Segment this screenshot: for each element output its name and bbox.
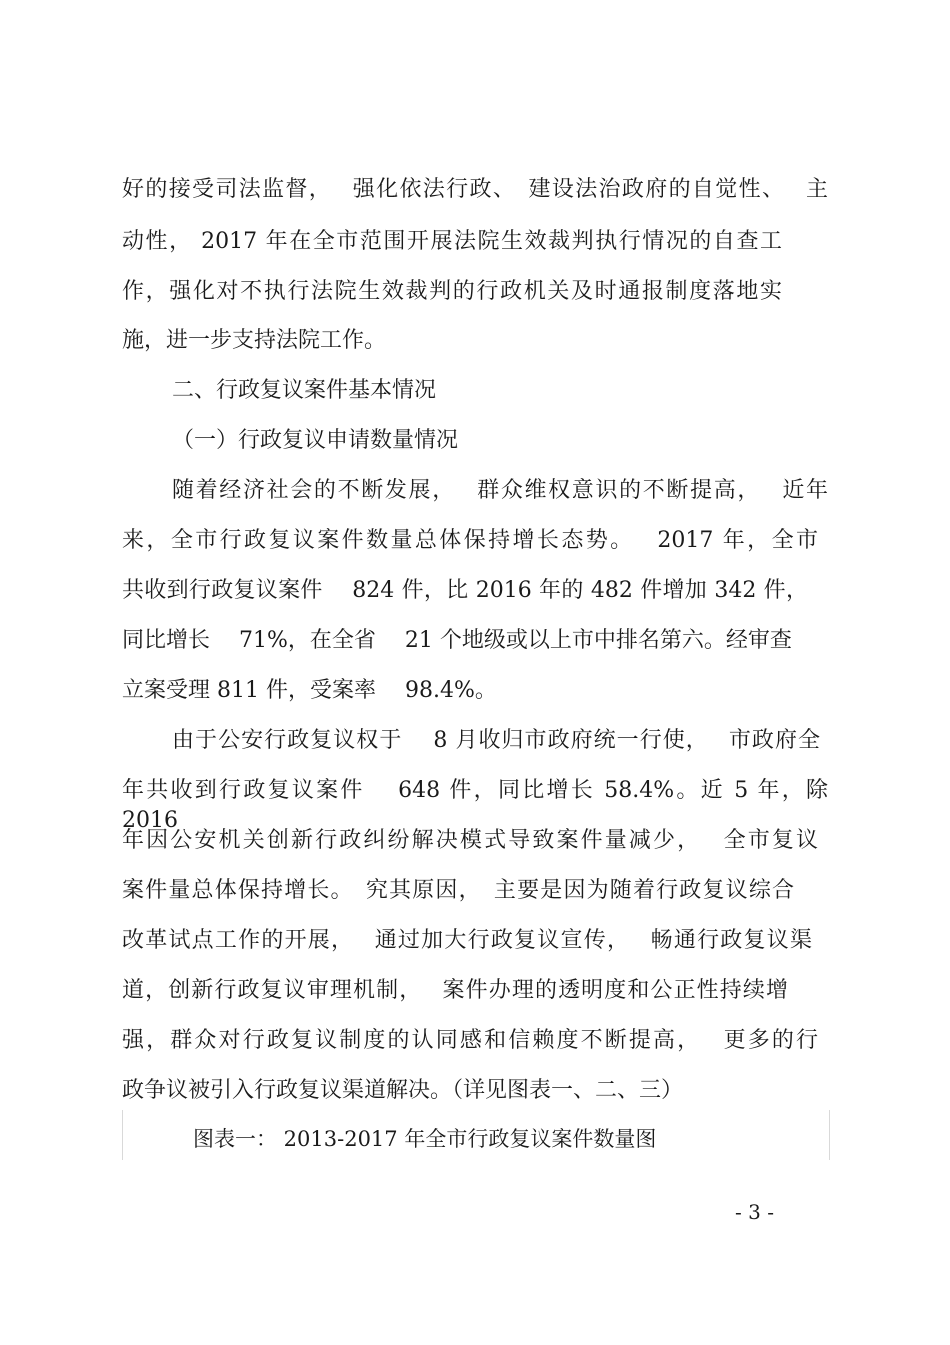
- body-line-10: 同比增长 71%，在全省 21 个地级或以上市中排名第六。经审查: [122, 628, 792, 653]
- body-line-15: 案件量总体保持增长。 究其原因， 主要是因为随着行政复议综合: [122, 878, 794, 903]
- body-line-19: 政争议被引入行政复议渠道解决。（详见图表一、二、三）: [122, 1078, 684, 1103]
- body-line-11: 立案受理 811 件，受案率 98.4%。: [122, 678, 497, 703]
- subsection-heading: （一）行政复议申请数量情况: [172, 428, 459, 453]
- figure-caption-box: [122, 1110, 830, 1160]
- body-line-3: 作，强化对不执行法院生效裁判的行政机关及时通报制度落地实: [122, 279, 782, 304]
- body-line-7: 随着经济社会的不断发展， 群众维权意识的不断提高， 近年: [172, 478, 828, 503]
- body-line-2: 动性， 2017 年在全市范围开展法院生效裁判执行情况的自查工: [122, 229, 782, 254]
- body-line-9: 共收到行政复议案件 824 件，比 2016 年的 482 件增加 342 件，: [122, 578, 808, 603]
- body-line-4: 施，进一步支持法院工作。: [122, 328, 387, 353]
- section-heading: 二、行政复议案件基本情况: [172, 378, 437, 403]
- page-number: - 3 -: [735, 1200, 774, 1224]
- body-line-17: 道，创新行政复议审理机制， 案件办理的透明度和公正性持续增: [122, 978, 788, 1003]
- body-line-1: 好的接受司法监督， 强化依法行政、 建设法治政府的自觉性、 主: [122, 177, 828, 202]
- body-line-12: 由于公安行政复议权于 8 月收归市政府统一行使， 市政府全: [172, 728, 820, 753]
- body-line-16: 改革试点工作的开展， 通过加大行政复议宣传， 畅通行政复议渠: [122, 928, 812, 953]
- body-line-8: 来，全市行政复议案件数量总体保持增长态势。 2017 年，全市: [122, 528, 818, 553]
- body-line-14: 年因公安机关创新行政纠纷解决模式导致案件量减少， 全市复议: [122, 828, 818, 853]
- body-line-13: 年共收到行政复议案件 648 件，同比增长 58.4%。近 5 年，除 2016: [122, 778, 828, 833]
- figure-caption: 图表一： 2013-2017 年全市行政复议案件数量图: [193, 1127, 657, 1151]
- body-line-18: 强，群众对行政复议制度的认同感和信赖度不断提高， 更多的行: [122, 1028, 818, 1053]
